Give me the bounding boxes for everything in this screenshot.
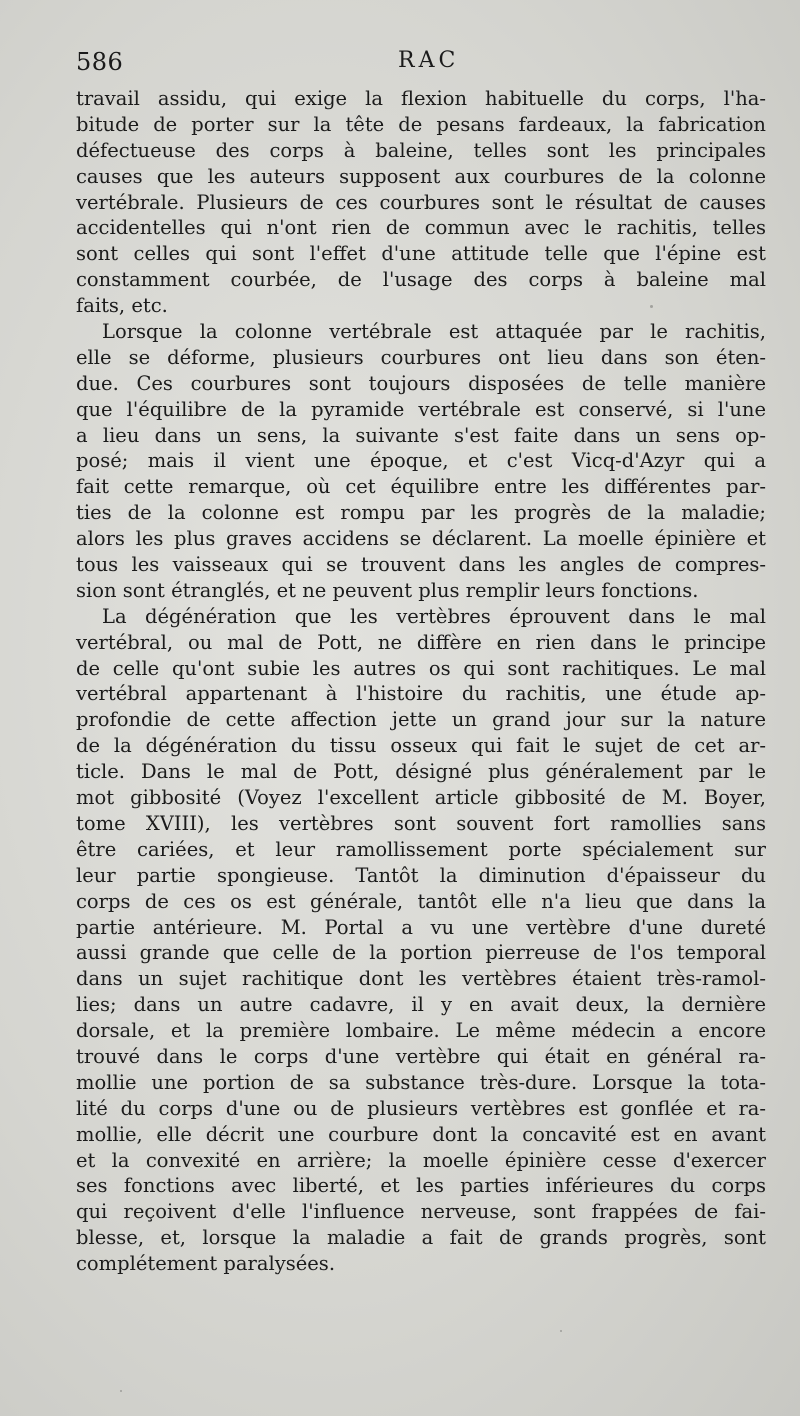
text-line: accidentelles qui n'ont rien de commun avec le rachitis, telles [76,216,766,240]
paper-speck [560,1330,562,1332]
text-line: de celle qu'ont subie les autres os qui sont rachitiques. Le mal [76,656,766,680]
text-line: dans un sujet rachitique dont les vertèbres étaient très-ramol- [76,967,766,991]
text-line: partie antérieure. M. Portal a vu une vertèbre d'une dureté [76,915,766,939]
text-line: a lieu dans un sens, la suivante s'est faite dans un sens op- [76,423,766,447]
body-text [76,86,766,1277]
text-line: et la convexité en arrière; la moelle épinière cesse d'exercer [76,1148,766,1172]
text-line: travail assidu, qui exige la flexion habituelle du corps, l'ha- [76,87,766,110]
text-line: corps de ces os est générale, tantôt elle n'a lieu que dans la [76,889,766,913]
paragraph [76,319,766,604]
text-line: constamment courbée, de l'usage des corps à baleine mal [76,268,766,292]
text-line: défectueuse des corps à baleine, telles sont les principales [76,138,766,162]
text-line: profondie de cette affection jette un grand jour sur la nature [76,708,766,732]
text-line: que l'équilibre de la pyramide vertébrale est conservé, si l'une [76,397,766,421]
text-line: ties de la colonne est rompu par les progrès de la maladie; [76,501,766,525]
page-header [76,48,766,88]
text-line: sont celles qui sont l'effet d'une attitude telle que l'épine est [76,242,766,266]
paragraph [76,86,766,319]
text-line: aussi grande que celle de la portion pierreuse de l'os temporal [76,941,766,965]
paper-speck [650,305,653,308]
text-line: complétement paralysées. [76,1252,336,1276]
text-line: elle se déforme, plusieurs courbures ont lieu dans son éten- [76,345,766,369]
text-line: vertébral, ou mal de Pott, ne diffère en rien dans le principe [76,630,766,654]
page-number: 586 [76,48,124,76]
text-line: de la dégénération du tissu osseux qui fait le sujet de cet ar- [76,734,766,758]
text-line: leur partie spongieuse. Tantôt la diminution d'épaisseur du [76,863,766,887]
text-line: qui reçoivent d'elle l'influence nerveuse, sont frappées de fai- [76,1200,766,1224]
text-line: La dégénération que les vertèbres éprouvent dans le mal [102,604,766,628]
text-line: alors les plus graves accidens se déclarent. La moelle épinière et [76,527,766,551]
text-line: faits, etc. [76,294,168,318]
paragraph [76,604,766,1277]
text-line: mot gibbosité (Voyez l'excellent article gibbosité de M. Boyer, [76,786,766,810]
text-line: blesse, et, lorsque la maladie a fait de grands progrès, sont [76,1226,766,1250]
text-line: lies; dans un autre cadavre, il y en avait deux, la dernière [76,993,766,1017]
text-line: être cariées, et leur ramollissement porte spécialement sur [76,837,766,861]
text-line: dorsale, et la première lombaire. Le même médecin a encore [76,1019,766,1043]
text-line: sion sont étranglés, et ne peuvent plus remplir leurs fonctions. [76,578,699,602]
text-line: tome XVIII), les vertèbres sont souvent fort ramollies sans [76,811,766,835]
text-line: bitude de porter sur la tête de pesans fardeaux, la fabrication [76,112,766,136]
text-line: fait cette remarque, où cet équilibre entre les différentes par- [76,475,766,499]
text-line: lité du corps d'une ou de plusieurs vertèbres est gonflée et ra- [76,1096,766,1120]
text-line: vertébral appartenant à l'histoire du rachitis, une étude ap- [76,682,766,706]
text-line: posé; mais il vient une époque, et c'est Vicq-d'Azyr qui a [76,449,766,473]
text-line: ticle. Dans le mal de Pott, désigné plus généralement par le [76,760,766,784]
running-head: RAC [398,48,460,73]
paper-speck [120,1390,122,1392]
text-line: vertébrale. Plusieurs de ces courbures sont le résultat de causes [76,190,766,214]
text-line: tous les vaisseaux qui se trouvent dans les angles de compres- [76,553,766,577]
text-line: ses fonctions avec liberté, et les parties inférieures du corps [76,1174,766,1198]
text-line: due. Ces courbures sont toujours disposées de telle manière [76,371,766,395]
text-line: mollie une portion de sa substance très-dure. Lorsque la tota- [76,1070,766,1094]
text-line: Lorsque la colonne vertébrale est attaquée par le rachitis, [102,320,766,344]
text-line: mollie, elle décrit une courbure dont la concavité est en avant [76,1122,766,1146]
text-line: trouvé dans le corps d'une vertèbre qui était en général ra- [76,1044,766,1068]
text-line: causes que les auteurs supposent aux courbures de la colonne [76,164,766,188]
